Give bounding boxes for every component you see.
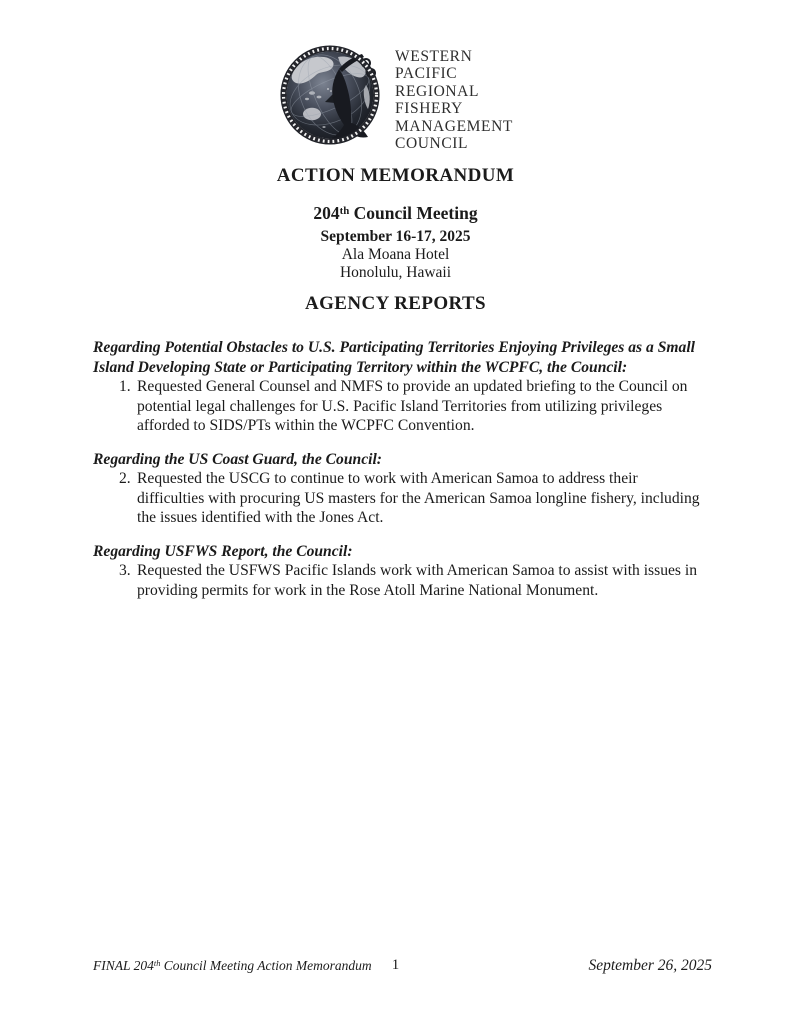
list-item-text: Requested the USFWS Pacific Islands work with American Samoa to assist with issues in providing permits for work in the Rose Atoll Marine National Monument. <box>137 562 698 599</box>
list-item <box>93 377 705 436</box>
footer-doc-label-ordinal: th <box>153 959 161 969</box>
list-item-text: Requested the USCG to continue to work with American Samoa to address their difficulties with procuring US masters for the American Samoa longline fishery, including the issues identified with the Jones Act. <box>137 470 700 526</box>
report-section-title: AGENCY REPORTS <box>304 293 487 314</box>
org-name-line: FISHERY <box>395 100 463 118</box>
memo-section <box>93 338 705 436</box>
meeting-ordinal-suffix: th <box>339 205 350 218</box>
list-item-number: 1. <box>119 378 131 395</box>
footer-doc-label-prefix: FINAL 204 <box>93 958 154 973</box>
org-name <box>395 45 513 152</box>
meeting-title-rest: Council Meeting <box>349 203 478 223</box>
footer-doc-label-rest: Council Meeting Action Memorandum <box>160 958 372 973</box>
meeting-dates: September 16-17, 2025 <box>320 228 471 245</box>
list-item-text: Requested General Counsel and NMFS to provide an updated briefing to the Council on potential legal challenges for U.S. Pacific Island Territories from utilizing privileges afforded to SIDS/PTs within the WCPFC Convention. <box>137 378 688 434</box>
list-item <box>93 561 705 600</box>
meeting-number: 204 <box>313 203 340 223</box>
page-footer <box>93 957 712 975</box>
list-item-number: 3. <box>119 562 131 579</box>
meeting-venue: Ala Moana Hotel <box>341 246 450 263</box>
meeting-city: Honolulu, Hawaii <box>339 264 452 281</box>
org-name-line: REGIONAL <box>395 82 480 100</box>
org-name-line: COUNCIL <box>395 135 469 153</box>
memo-body <box>93 338 705 614</box>
org-name-line: MANAGEMENT <box>395 117 513 135</box>
org-name-line: PACIFIC <box>395 65 458 83</box>
section-heading: Regarding USFWS Report, the Council: <box>93 542 353 560</box>
org-name-line: WESTERN <box>395 48 473 65</box>
list-item-number: 2. <box>119 470 131 487</box>
list-item <box>93 469 705 528</box>
globe-marlin-rope-icon <box>278 45 388 149</box>
footer-date: September 26, 2025 <box>588 957 712 974</box>
meeting-title <box>0 202 791 227</box>
section-heading: Regarding the US Coast Guard, the Council: <box>93 450 382 468</box>
memo-section <box>93 450 705 528</box>
section-heading: Regarding Potential Obstacles to U.S. Participating Territories Enjoying Privileges as a Small Island Developing State or Participating Territory within the WCPFC, the Council: <box>93 339 695 376</box>
memo-section <box>93 542 705 601</box>
document-title: ACTION MEMORANDUM <box>276 165 515 186</box>
meeting-info <box>0 202 791 282</box>
org-logo <box>0 45 791 152</box>
page-number: 1 <box>391 957 400 973</box>
